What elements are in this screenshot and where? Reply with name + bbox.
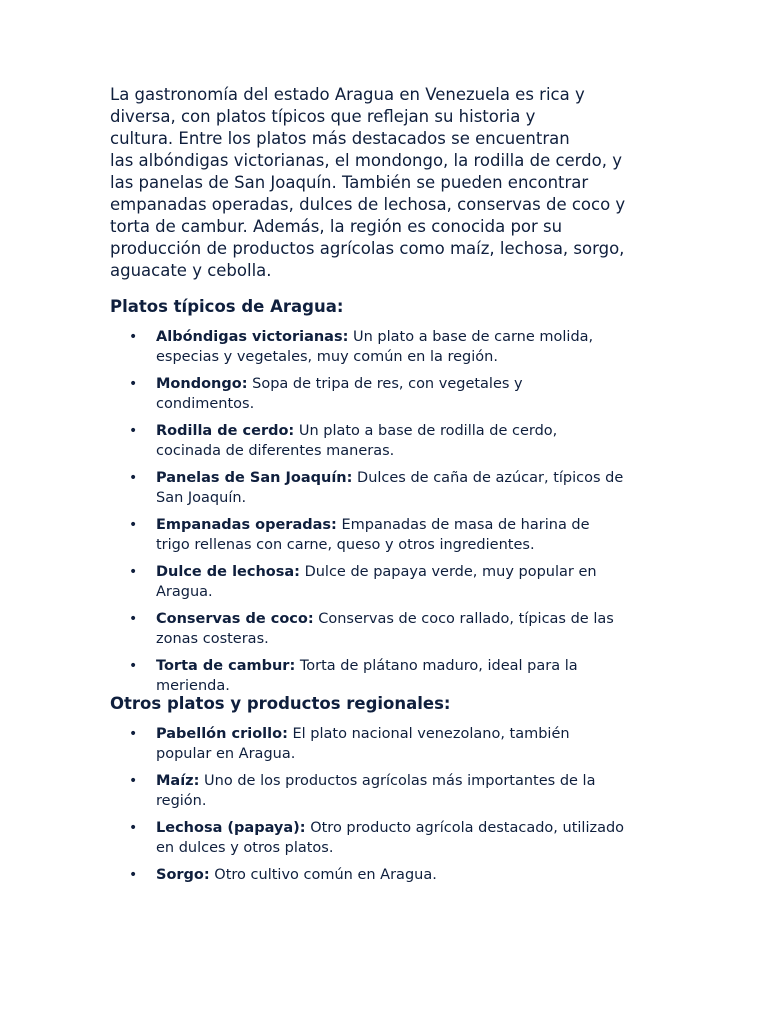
dish-list-otros <box>110 724 665 885</box>
dish-name: Dulce de lechosa: <box>156 564 300 580</box>
intro-line: empanadas operadas, dulces de lechosa, conservas de coco y <box>110 195 626 214</box>
intro-line: diversa, con platos típicos que reflejan su historia y <box>110 107 536 126</box>
dish-description-cont: especias y vegetales, muy común en la región. <box>156 349 498 365</box>
dish-description: Empanadas de masa de harina de <box>336 517 590 533</box>
intro-line: aguacate y cebolla. <box>110 261 272 280</box>
list-item <box>110 818 665 858</box>
dish-name: Lechosa (papaya): <box>156 820 306 836</box>
dish-list-tipicos <box>110 327 665 696</box>
list-item <box>110 865 665 885</box>
dish-name: Sorgo: <box>156 867 210 883</box>
dish-description: Conservas de coco rallado, típicas de las <box>313 611 614 627</box>
dish-description: Otro producto agrícola destacado, utilizado <box>305 820 625 836</box>
list-item <box>110 327 665 367</box>
dish-description-cont: popular en Aragua. <box>156 746 296 762</box>
dish-description-cont: zonas costeras. <box>156 631 269 647</box>
intro-line: La gastronomía del estado Aragua en Venezuela es rica y <box>110 85 585 104</box>
dish-description-cont: en dulces y otros platos. <box>156 840 334 856</box>
intro-line: las albóndigas victorianas, el mondongo, la rodilla de cerdo, y <box>110 151 622 170</box>
dish-description: Torta de plátano maduro, ideal para la <box>295 658 578 674</box>
dish-description-cont: Aragua. <box>156 584 213 600</box>
dish-description: El plato nacional venezolano, también <box>287 726 570 742</box>
intro-line: torta de cambur. Además, la región es conocida por su <box>110 217 563 236</box>
dish-description: Sopa de tripa de res, con vegetales y <box>247 376 523 392</box>
dish-description: Dulce de papaya verde, muy popular en <box>299 564 597 580</box>
dish-description: Otro cultivo común en Aragua. <box>209 867 437 883</box>
dish-description-cont: condimentos. <box>156 396 255 412</box>
dish-description-cont: región. <box>156 793 207 809</box>
dish-name: Albóndigas victorianas: <box>156 329 349 345</box>
dish-description-cont: merienda. <box>156 678 230 694</box>
dish-description: Un plato a base de carne molida, <box>348 329 594 345</box>
dish-description-cont: San Joaquín. <box>156 490 247 506</box>
list-item <box>110 421 665 461</box>
list-item <box>110 562 665 602</box>
list-item <box>110 515 665 555</box>
intro-line: producción de productos agrícolas como maíz, lechosa, sorgo, <box>110 239 625 258</box>
list-item <box>110 724 665 764</box>
dish-name: Empanadas operadas: <box>156 517 337 533</box>
list-item <box>110 656 665 696</box>
intro-line: las panelas de San Joaquín. También se pueden encontrar <box>110 173 589 192</box>
section-heading-platos-tipicos: Platos típicos de Aragua: <box>110 297 344 316</box>
intro-paragraph <box>110 84 665 282</box>
dish-name: Panelas de San Joaquín: <box>156 470 353 486</box>
dish-name: Mondongo: <box>156 376 248 392</box>
dish-name: Conservas de coco: <box>156 611 314 627</box>
document-page <box>110 84 665 892</box>
dish-description: Un plato a base de rodilla de cerdo, <box>294 423 558 439</box>
dish-description: Dulces de caña de azúcar, típicos de <box>352 470 624 486</box>
list-item <box>110 609 665 649</box>
section-heading-otros-platos: Otros platos y productos regionales: <box>110 694 451 713</box>
dish-description-cont: trigo rellenas con carne, queso y otros ingredientes. <box>156 537 535 553</box>
list-item <box>110 771 665 811</box>
dish-name: Rodilla de cerdo: <box>156 423 295 439</box>
dish-name: Torta de cambur: <box>156 658 296 674</box>
dish-description-cont: cocinada de diferentes maneras. <box>156 443 395 459</box>
list-item <box>110 468 665 508</box>
intro-line: cultura. Entre los platos más destacados se encuentran <box>110 129 570 148</box>
dish-name: Pabellón criollo: <box>156 726 288 742</box>
list-item <box>110 374 665 414</box>
dish-name: Maíz: <box>156 773 200 789</box>
dish-description: Uno de los productos agrícolas más importantes de la <box>199 773 596 789</box>
